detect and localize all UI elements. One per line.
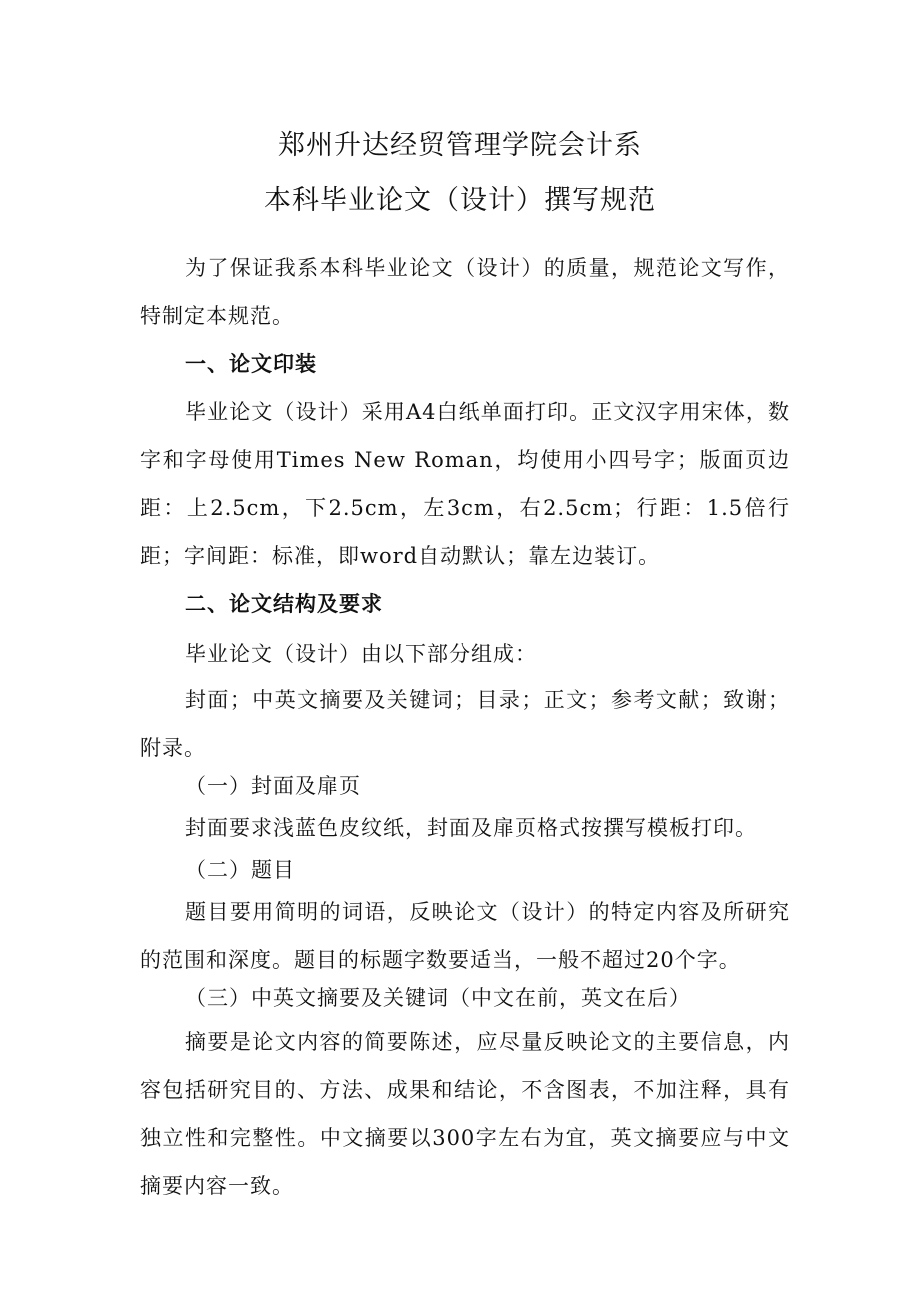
intro-paragraph: 为了保证我系本科毕业论文（设计）的质量，规范论文写作，特制定本规范。: [140, 256, 790, 328]
section2-parts-list: 封面；中英文摘要及关键词；目录；正文；参考文献；致谢；附录。: [140, 688, 790, 760]
section2-composition: 毕业论文（设计）由以下部分组成：: [185, 642, 537, 666]
subsection1-title: （一）封面及扉页: [185, 774, 361, 798]
subsection1-body: 封面要求浅蓝色皮纹纸，封面及扉页格式按撰写模板打印。: [185, 816, 757, 840]
subsection2-title: （二）题目: [185, 858, 295, 882]
section1-body: 毕业论文（设计）采用A4白纸单面打印。正文汉字用宋体，数字和字母使用Times New Roman，均使用小四号字；版面页边距：上2.5cm，下2.5cm，左3cm，右2.5cm；行距：1.5倍行距；字间距：标准，即word自动默认；靠左边装订。: [140, 400, 790, 568]
subsection3-body: 摘要是论文内容的简要陈述，应尽量反映论文的主要信息，内容包括研究目的、方法、成果和结论，不含图表，不加注释，具有独立性和完整性。中文摘要以300字左右为宜，英文摘要应与中文摘要内容一致。: [140, 1030, 790, 1198]
subsection3-title: （三）中英文摘要及关键词（中文在前，英文在后）: [185, 986, 691, 1010]
subsection2-body: 题目要用简明的词语，反映论文（设计）的特定内容及所研究的范围和深度。题目的标题字数要适当，一般不超过20个字。: [140, 900, 790, 972]
section1-heading: 一、论文印装: [185, 352, 317, 376]
section2-heading: 二、论文结构及要求: [185, 592, 383, 616]
document-title-line1: 郑州升达经贸管理学院会计系: [278, 130, 642, 161]
document-title-line2: 本科毕业论文（设计）撰写规范: [264, 185, 656, 216]
